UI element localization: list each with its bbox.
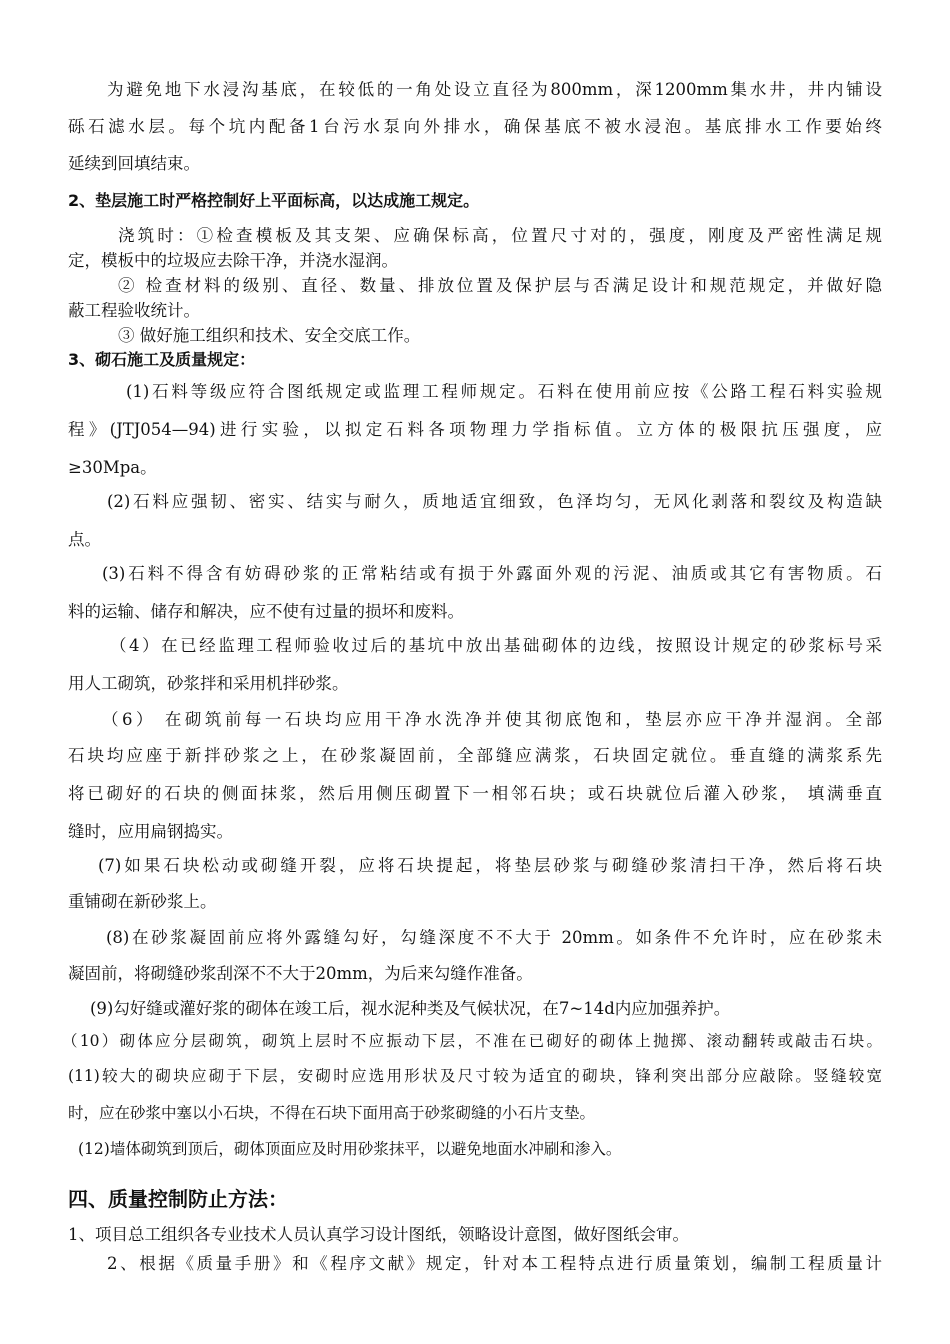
section-heading: 2、垫层施工时严格控制好上平面标高，以达成施工规定。	[68, 191, 480, 210]
body-text-line: 2、根据《质量手册》和《程序文献》规定，针对本工程特点进行质量策划，编制工程质量计	[107, 1254, 882, 1273]
chapter-heading: 四、质量控制防止方法：	[68, 1187, 288, 1211]
body-text-line: 为避免地下水浸沟基底，在较低的一角处设立直径为800mm，深1200mm集水井，井内铺设	[107, 80, 882, 99]
list-item-line: （10）砌体应分层砌筑，砌筑上层时不应振动下层，不准在已砌好的砌体上抛掷、滚动翻转或敲击石块。	[62, 1032, 882, 1050]
list-item-line: (7)如果石块松动或砌缝开裂，应将石块提起，将垫层砂浆与砌缝砂浆清扫干净，然后将石块	[98, 856, 882, 875]
list-item-line: 用人工砌筑，砂浆拌和采用机拌砂浆。	[68, 674, 349, 693]
body-text-line: 延续到回填结束。	[68, 154, 200, 173]
list-item-line: 将已砌好的石块的侧面抹浆，然后用侧压砌置下一相邻石块；或石块就位后灌入砂浆， 填满垂直	[68, 784, 882, 803]
list-item-line: 时，应在砂浆中塞以小石块，不得在石块下面用高于砂浆砌缝的小石片支垫。	[68, 1104, 596, 1122]
list-item-line: 缝时，应用扁钢捣实。	[68, 822, 233, 841]
list-item-line: （6） 在砌筑前每一石块均应用干净水洗净并使其彻底饱和，垫层亦应干净并湿润。全部	[102, 710, 882, 729]
body-text-line: 蔽工程验收统计。	[68, 301, 200, 320]
list-item-line: (11)较大的砌块应砌于下层，安砌时应选用形状及尺寸较为适宜的砌块，锋利突出部分应敲除。竖缝较宽	[68, 1067, 882, 1085]
section-heading: 3、砌石施工及质量规定：	[68, 350, 256, 369]
body-text-line: 1、项目总工组织各专业技术人员认真学习设计图纸，领略设计意图，做好图纸会审。	[68, 1225, 689, 1244]
list-item-line: 凝固前，将砌缝砂浆刮深不不大于20mm，为后来勾缝作准备。	[68, 964, 533, 983]
list-item-line: （4）在已经监理工程师验收过后的基坑中放出基础砌体的边线，按照设计规定的砂浆标号采	[110, 636, 882, 655]
list-item-line: (9)勾好缝或灌好浆的砌体在竣工后，视水泥种类及气候状况，在7~14d内应加强养护。	[90, 999, 731, 1018]
list-item-line: 料的运输、储存和解决，应不使有过量的损坏和废料。	[68, 602, 464, 621]
list-item-line: (2)石料应强韧、密实、结实与耐久，质地适宜细致，色泽均匀，无风化剥落和裂纹及构造缺	[107, 492, 882, 511]
list-item-line: (3)石料不得含有妨碍砂浆的正常粘结或有损于外露面外观的污泥、油质或其它有害物质。石	[102, 564, 882, 583]
list-item-line: 重铺砌在新砂浆上。	[68, 892, 217, 911]
body-text-line: 浇筑时：①检查模板及其支架、应确保标高，位置尺寸对的，强度，刚度及严密性满足规	[118, 226, 882, 245]
list-item-line: 点。	[68, 530, 101, 549]
body-text-line: 定，模板中的垃圾应去除干净，并浇水湿润。	[68, 251, 398, 270]
list-item-line: ≥30Mpa。	[68, 458, 157, 477]
list-item-line: 程》(JTJ054—94)进行实验，以拟定石料各项物理力学指标值。立方体的极限抗压强度，应	[68, 420, 882, 439]
body-text-line: ③ 做好施工组织和技术、安全交底工作。	[118, 326, 421, 345]
body-text-line: ② 检查材料的级别、直径、数量、排放位置及保护层与否满足设计和规范规定，并做好隐	[118, 276, 882, 295]
list-item-line: (8)在砂浆凝固前应将外露缝勾好，勾缝深度不不大于 20mm。如条件不允许时，应在砂浆未	[106, 928, 882, 947]
list-item-line: 石块均应座于新拌砂浆之上，在砂浆凝固前，全部缝应满浆，石块固定就位。垂直缝的满浆系先	[68, 746, 882, 765]
list-item-line: (1)石料等级应符合图纸规定或监理工程师规定。石料在使用前应按《公路工程石料实验规	[126, 382, 882, 401]
list-item-line: (12)墙体砌筑到顶后，砌体顶面应及时用砂浆抹平，以避免地面水冲刷和渗入。	[78, 1140, 622, 1158]
body-text-line: 砾石滤水层。每个坑内配备1台污水泵向外排水，确保基底不被水浸泡。基底排水工作要始终	[68, 117, 882, 136]
